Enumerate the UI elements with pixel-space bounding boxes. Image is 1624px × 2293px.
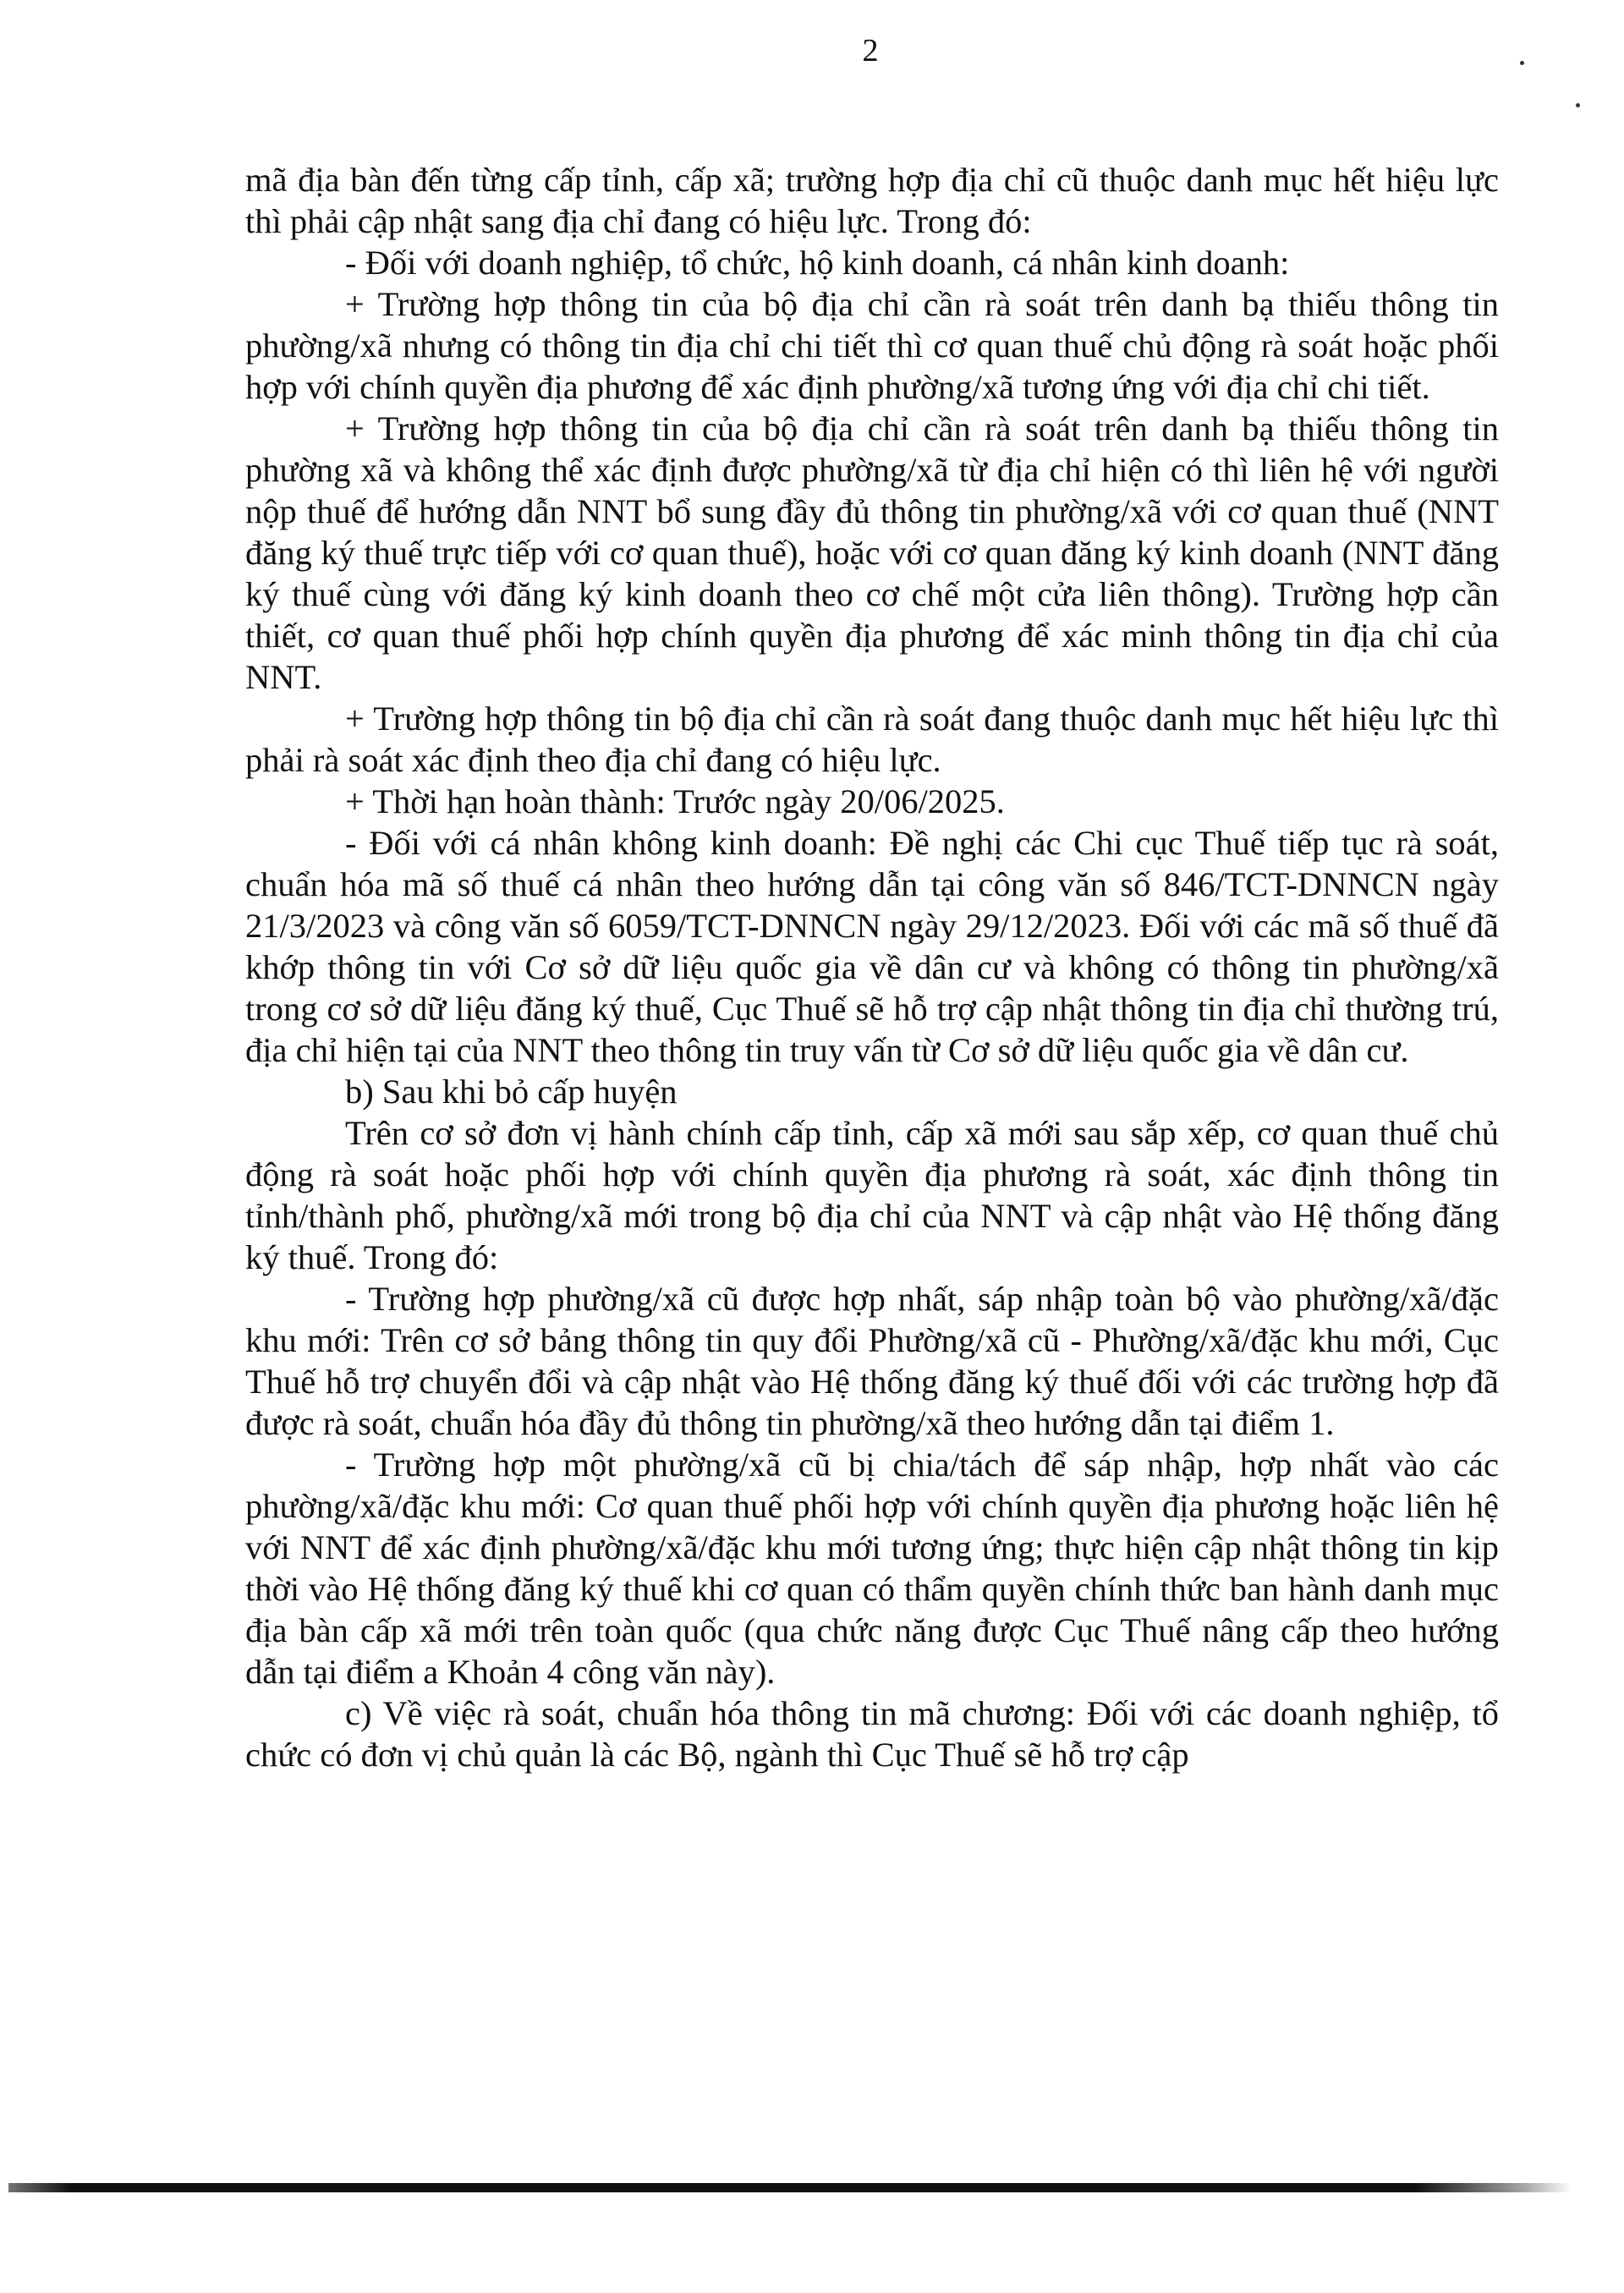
paragraph-merged-ward: - Trường hợp phường/xã cũ được hợp nhất, sáp nhập toàn bộ vào phường/xã/đặc khu mới: Trên cơ sở bảng thông tin quy đổi Phường/xã cũ - Phường/xã/đặc khu mới, Cục Thuế hỗ trợ chuyển đổi và cập nhật vào Hệ thống đăng ký thuế đối với các trường hợp đã được rà soát, chuẩn hóa đầy đủ thông tin phường/xã theo hướng dẫn tại điểm 1. xyxy=(245,1280,1499,1442)
paragraph-address-intro: mã địa bàn đến từng cấp tỉnh, cấp xã; trường hợp địa chỉ cũ thuộc danh mục hết hiệu lực thì phải cập nhật sang địa chỉ đang có hiệu lực. Trong đó: xyxy=(245,161,1499,240)
paragraph-section-b-intro: Trên cơ sở đơn vị hành chính cấp tỉnh, cấp xã mới sau sắp xếp, cơ quan thuế chủ động rà soát hoặc phối hợp với chính quyền địa phương rà soát, xác định thông tin tỉnh/thành phố, phường/xã mới trong bộ địa chỉ của NNT và cập nhật vào Hệ thống đăng ký thuế. Trong đó: xyxy=(245,1114,1499,1276)
document-body xyxy=(245,159,1499,1775)
paragraph-business-heading: - Đối với doanh nghiệp, tổ chức, hộ kinh doanh, cá nhân kinh doanh: xyxy=(345,244,1290,282)
paragraph-individual: - Đối với cá nhân không kinh doanh: Đề nghị các Chi cục Thuế tiếp tục rà soát, chuẩn hóa mã số thuế cá nhân theo hướng dẫn tại công văn số 846/TCT-DNNCN ngày 21/3/2023 và công văn số 6059/TCT-DNNCN ngày 29/12/2023. Đối với các mã số thuế đã khớp thông tin với Cơ sở dữ liệu quốc gia về dân cư và không có thông tin phường/xã trong cơ sở dữ liệu đăng ký thuế, Cục Thuế sẽ hỗ trợ cập nhật thông tin địa chỉ thường trú, địa chỉ hiện tại của NNT theo thông tin truy vấn từ Cơ sở dữ liệu quốc gia về dân cư. xyxy=(245,824,1499,1069)
scan-speck xyxy=(1520,61,1524,65)
paragraph-split-ward: - Trường hợp một phường/xã cũ bị chia/tách để sáp nhập, hợp nhất vào các phường/xã/đặc khu mới: Cơ quan thuế phối hợp với chính quyền địa phương hoặc liên hệ với NNT để xác định phường/xã/đặc khu mới tương ứng; thực hiện cập nhật thông tin kịp thời vào Hệ thống đăng ký thuế khi cơ quan có thẩm quyền chính thức ban hành danh mục địa bàn cấp xã mới trên toàn quốc (qua chức năng được Cục Thuế nâng cấp theo hướng dẫn tại điểm a Khoản 4 công văn này). xyxy=(245,1445,1499,1691)
paragraph-missing-ward-contact: + Trường hợp thông tin của bộ địa chỉ cần rà soát trên danh bạ thiếu thông tin phường xã và không thể xác định được phường/xã từ địa chỉ hiện có thì liên hệ với người nộp thuế để hướng dẫn NNT bổ sung đầy đủ thông tin phường/xã với cơ quan thuế (NNT đăng ký thuế trực tiếp với cơ quan thuế), hoặc với cơ quan đăng ký kinh doanh (NNT đăng ký thuế cùng với đăng ký kinh doanh theo cơ chế một cửa liên thông). Trường hợp cần thiết, cơ quan thuế phối hợp chính quyền địa phương để xác minh thông tin địa chỉ của NNT. xyxy=(245,409,1499,696)
paragraph-expired-address: + Trường hợp thông tin bộ địa chỉ cần rà soát đang thuộc danh mục hết hiệu lực thì phải rà soát xác định theo địa chỉ đang có hiệu lực. xyxy=(245,699,1499,779)
paragraph-missing-ward-detail: + Trường hợp thông tin của bộ địa chỉ cần rà soát trên danh bạ thiếu thông tin phường/xã nhưng có thông tin địa chỉ chi tiết thì cơ quan thuế chủ động rà soát hoặc phối hợp với chính quyền địa phương để xác định phường/xã tương ứng với địa chỉ chi tiết. xyxy=(245,285,1499,406)
scan-border-bar xyxy=(8,2183,1572,2192)
heading-section-b: b) Sau khi bỏ cấp huyện xyxy=(345,1072,678,1111)
paragraph-deadline: + Thời hạn hoàn thành: Trước ngày 20/06/2025. xyxy=(345,782,1005,820)
page-number: 2 xyxy=(862,33,879,69)
paragraph-section-c: c) Về việc rà soát, chuẩn hóa thông tin mã chương: Đối với các doanh nghiệp, tổ chức có đơn vị chủ quản là các Bộ, ngành thì Cục Thuế sẽ hỗ trợ cập xyxy=(245,1694,1499,1774)
scan-speck xyxy=(1576,103,1580,107)
